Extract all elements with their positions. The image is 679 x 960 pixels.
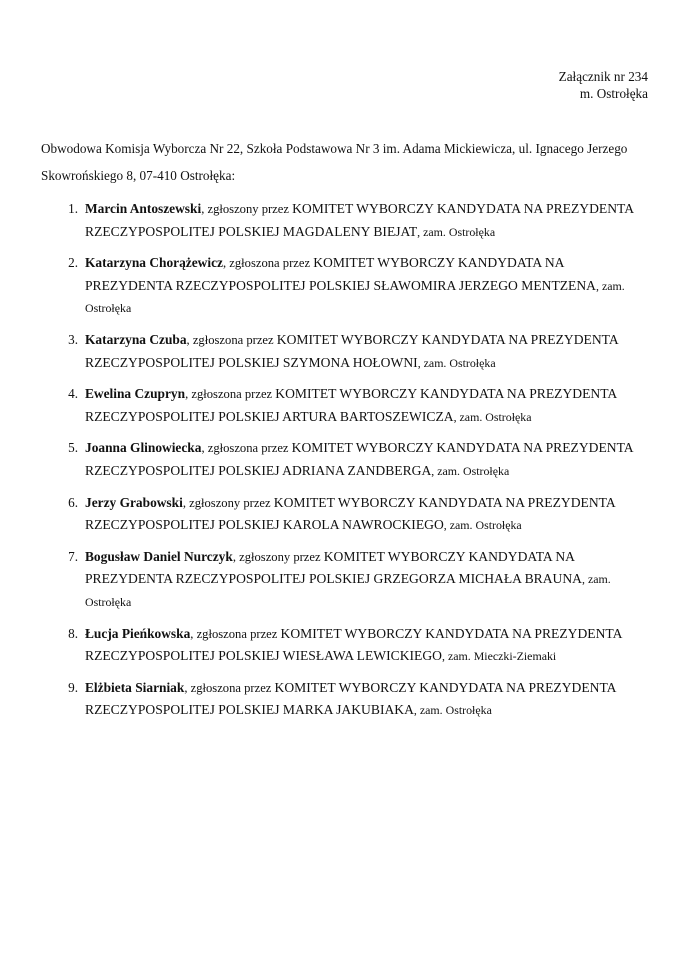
submitted-by-text: , zgłoszona przez [190, 626, 281, 641]
list-item [41, 546, 641, 614]
nominating-committee: KOMITET WYBORCZY KANDYDATA NA PREZYDENTA RZECZYPOSPOLITEJ POLSKIEJ SZYMONA HOŁOWNI [85, 331, 618, 370]
list-item-number: 6. [68, 494, 78, 510]
list-item-number: 7. [68, 548, 78, 564]
document-header [559, 68, 648, 102]
submitted-by-text: , zgłoszony przez [232, 549, 324, 564]
list-item-body [85, 198, 641, 243]
list-item-number: 4. [68, 386, 78, 402]
list-item [41, 198, 641, 243]
list-item-number: 5. [68, 440, 78, 456]
list-item [41, 623, 641, 668]
list-item-body [85, 546, 641, 614]
commission-member-list [41, 198, 641, 722]
list-item [41, 437, 641, 482]
list-item-body [85, 383, 641, 428]
member-residence: , zam. Ostrołęka [453, 409, 532, 424]
list-item [41, 252, 641, 320]
nominating-committee: KOMITET WYBORCZY KANDYDATA NA PREZYDENTA RZECZYPOSPOLITEJ POLSKIEJ KAROLA NAWROCKIEGO [85, 494, 615, 533]
submitted-by-text: , zgłoszony przez [182, 495, 274, 510]
list-item [41, 677, 641, 722]
list-item-number: 1. [68, 201, 78, 216]
list-item-number: 9. [68, 679, 78, 695]
submitted-by-text: , zgłoszona przez [184, 680, 275, 695]
submitted-by-text: , zgłoszony przez [201, 202, 293, 216]
submitted-by-text: , zgłoszona przez [185, 387, 276, 402]
member-name: Marcin Antoszewski [85, 201, 202, 216]
member-name: Bogusław Daniel Nurczyk [85, 548, 233, 564]
nominating-committee: KOMITET WYBORCZY KANDYDATA NA PREZYDENTA RZECZYPOSPOLITEJ POLSKIEJ MARKA JAKUBIAKA [85, 679, 616, 718]
submitted-by-text: , zgłoszona przez [222, 256, 314, 271]
list-item-body [85, 252, 641, 320]
submitted-by-text: , zgłoszona przez [186, 332, 277, 347]
list-item-number: 2. [68, 255, 78, 271]
list-item [41, 329, 641, 374]
member-name: Jerzy Grabowski [85, 494, 183, 510]
list-item [41, 492, 641, 537]
nominating-committee: KOMITET WYBORCZY KANDYDATA NA PREZYDENTA RZECZYPOSPOLITEJ POLSKIEJ SŁAWOMIRA JERZEGO MENTZENA [85, 255, 596, 293]
list-item-number: 3. [68, 331, 78, 347]
member-name: Łucja Pieńkowska [85, 625, 191, 641]
nominating-committee: KOMITET WYBORCZY KANDYDATA NA PREZYDENTA RZECZYPOSPOLITEJ POLSKIEJ ARTURA BARTOSZEWICZA [85, 386, 617, 424]
nominating-committee: KOMITET WYBORCZY KANDYDATA NA PREZYDENTA RZECZYPOSPOLITEJ POLSKIEJ MAGDALENY BIEJAT [85, 201, 634, 239]
member-residence: , zam. Ostrołęka [413, 703, 492, 718]
nominating-committee: KOMITET WYBORCZY KANDYDATA NA PREZYDENTA RZECZYPOSPOLITEJ POLSKIEJ WIESŁAWA LEWICKIEGO [85, 625, 622, 664]
member-name: Elżbieta Siarniak [85, 679, 185, 695]
municipality-label: m. Ostrołęka [579, 86, 648, 101]
submitted-by-text: , zgłoszona przez [201, 441, 292, 456]
list-item-body [85, 677, 641, 722]
attachment-number: Załącznik nr 234 [558, 69, 648, 84]
member-residence: , zam. Ostrołęka [431, 463, 510, 478]
list-item-body [85, 329, 641, 374]
list-item-body [85, 437, 641, 482]
nominating-committee: KOMITET WYBORCZY KANDYDATA NA PREZYDENTA RZECZYPOSPOLITEJ POLSKIEJ GRZEGORZA MICHAŁA BRAUNA [85, 548, 582, 587]
member-residence: , zam. Mieczki-Ziemaki [442, 649, 557, 664]
member-residence: , zam. Ostrołęka [85, 572, 611, 609]
nominating-committee: KOMITET WYBORCZY KANDYDATA NA PREZYDENTA RZECZYPOSPOLITEJ POLSKIEJ ADRIANA ZANDBERGA [85, 440, 633, 478]
commission-description: Obwodowa Komisja Wyborcza Nr 22, Szkoła Podstawowa Nr 3 im. Adama Mickiewicza, ul. Ignacego Jerzego Skowrońskiego 8, 07-410 Ostrołęka: [41, 141, 628, 184]
list-item-number: 8. [68, 625, 78, 641]
list-item-body [85, 623, 641, 668]
member-name: Katarzyna Czuba [85, 331, 187, 347]
member-residence: , zam. Ostrołęka [417, 224, 496, 239]
member-residence: , zam. Ostrołęka [85, 278, 625, 316]
member-name: Katarzyna Chorążewicz [85, 255, 223, 271]
member-name: Ewelina Czupryn [85, 386, 186, 402]
member-residence: , zam. Ostrołęka [443, 518, 522, 533]
list-item-body [85, 492, 641, 537]
member-name: Joanna Glinowiecka [85, 440, 202, 456]
list-item [41, 383, 641, 428]
member-residence: , zam. Ostrołęka [417, 355, 496, 370]
